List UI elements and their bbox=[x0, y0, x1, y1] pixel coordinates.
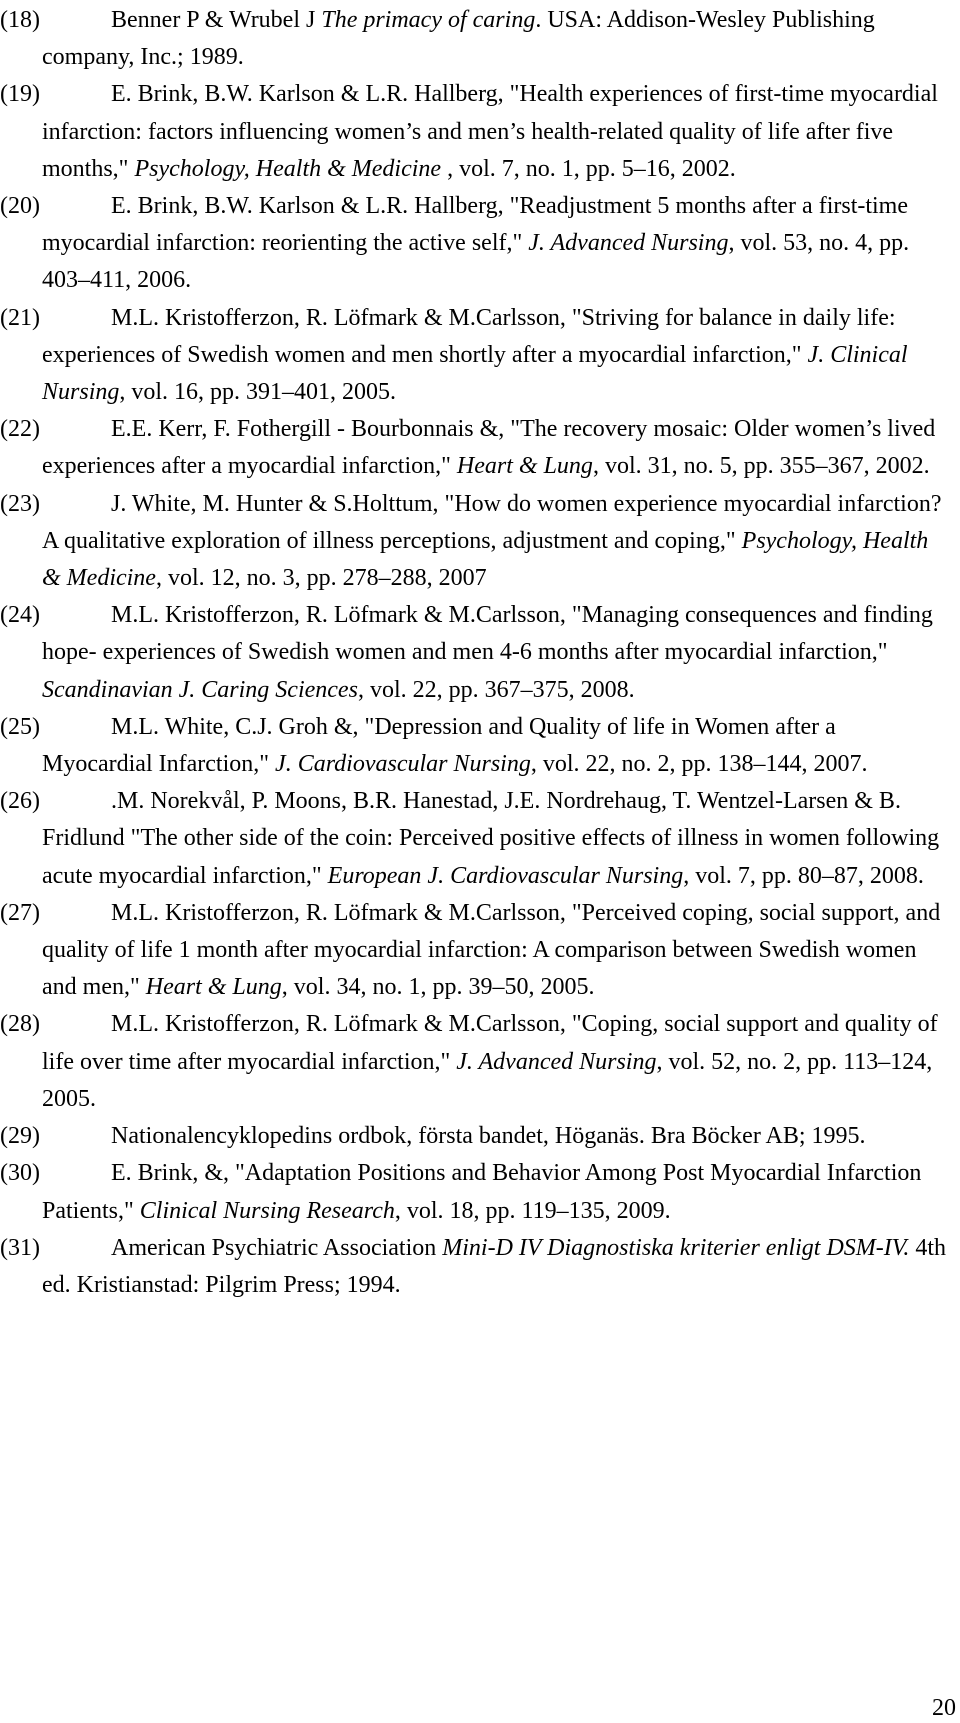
reference-source-title: Scandinavian J. Caring Sciences bbox=[42, 676, 358, 703]
reference-text: M.L. Kristofferzon, R. Löfmark & M.Carlsson, "Coping, social support and quality of life over time after myocardial infarction," bbox=[42, 1011, 938, 1075]
reference-number: (24) bbox=[0, 602, 40, 629]
reference-number: (19) bbox=[0, 81, 40, 108]
reference-text: M.L. White, C.J. Groh &, "Depression and Quality of life in Women after a Myocardial Infarction," bbox=[42, 713, 836, 778]
reference-text: , vol. 22, pp. 367–375, 2008. bbox=[357, 676, 635, 703]
reference-text: E. Brink, B.W. Karlson & L.R. Hallberg, "Health experiences of first-time myocardial infarction: factors influencing women’s and men’s health-related quality of life after five months," bbox=[42, 81, 938, 182]
reference-source-title: The primacy of caring bbox=[321, 7, 536, 33]
reference-text: . USA: Addison-Wesley Publishing company, Inc.; 1989. bbox=[42, 7, 875, 71]
reference-number: (30) bbox=[0, 1160, 40, 1187]
reference-entry bbox=[0, 1155, 948, 1229]
reference-entry bbox=[0, 709, 948, 783]
reference-number: (23) bbox=[0, 490, 40, 517]
reference-text: , vol. 34, no. 1, pp. 39–50, 2005. bbox=[281, 974, 595, 1001]
reference-text: J. White, M. Hunter & S.Holttum, "How do women experience myocardial infarction? A qualitative exploration of illness perceptions, adjustment and coping," bbox=[42, 490, 942, 554]
reference-entry bbox=[0, 2, 948, 76]
reference-entry bbox=[0, 411, 948, 485]
reference-text: , vol. 7, pp. 80–87, 2008. bbox=[683, 862, 924, 889]
reference-source-title: J. Clinical Nursing bbox=[42, 341, 908, 406]
reference-number: (25) bbox=[0, 713, 40, 740]
reference-entry bbox=[0, 1006, 948, 1118]
reference-source-title: Mini-D IV Diagnostiska kriterier enligt DSM-IV. bbox=[442, 1234, 910, 1261]
reference-number: (26) bbox=[0, 788, 40, 815]
reference-number: (22) bbox=[0, 416, 40, 443]
reference-source-title: Heart & Lung bbox=[456, 453, 593, 480]
reference-source-title: J. Advanced Nursing bbox=[456, 1048, 657, 1075]
reference-source-title: J. Advanced Nursing bbox=[528, 230, 729, 257]
reference-number: (29) bbox=[0, 1123, 40, 1150]
reference-text: American Psychiatric Association bbox=[111, 1234, 443, 1261]
reference-number: (21) bbox=[0, 304, 40, 331]
reference-text: , vol. 22, no. 2, pp. 138–144, 2007. bbox=[530, 751, 868, 778]
reference-text: .M. Norekvål, P. Moons, B.R. Hanestad, J.E. Nordrehaug, T. Wentzel-Larsen & B. Fridlund "The other side of the coin: Perceived positive effects of illness in women following acute myocardial infarction," bbox=[42, 788, 940, 889]
reference-entry bbox=[0, 300, 948, 412]
reference-entry bbox=[0, 76, 948, 188]
reference-number: (20) bbox=[0, 193, 40, 220]
reference-text: Nationalencyklopedins ordbok, första bandet, Höganäs. Bra Böcker AB; 1995. bbox=[111, 1123, 866, 1150]
reference-text: M.L. Kristofferzon, R. Löfmark & M.Carlsson, "Perceived coping, social support, and quality of life 1 month after myocardial infarction: A comparison between Swedish women and men," bbox=[42, 899, 941, 1001]
reference-source-title: Heart & Lung bbox=[145, 974, 282, 1001]
reference-text: , vol. 53, no. 4, pp. 403–411, 2006. bbox=[42, 230, 910, 294]
reference-text: Benner P & Wrubel J bbox=[111, 7, 322, 33]
reference-number: (31) bbox=[0, 1234, 40, 1261]
reference-entry bbox=[0, 895, 948, 1007]
reference-text: , vol. 31, no. 5, pp. 355–367, 2002. bbox=[592, 453, 930, 480]
reference-entry bbox=[0, 1118, 948, 1155]
reference-text: , vol. 16, pp. 391–401, 2005. bbox=[119, 379, 397, 406]
reference-entry bbox=[0, 783, 948, 895]
reference-source-title: Psychology, Health & Medicine bbox=[42, 527, 929, 592]
reference-list bbox=[0, 2, 948, 1304]
reference-entry bbox=[0, 188, 948, 300]
reference-text: M.L. Kristofferzon, R. Löfmark & M.Carlsson, "Striving for balance in daily life: experiences of Swedish women and men shortly after a myocardial infarction," bbox=[42, 304, 896, 368]
reference-entry bbox=[0, 597, 948, 709]
reference-text: , vol. 7, no. 1, pp. 5–16, 2002. bbox=[441, 155, 736, 182]
page-number: 20 bbox=[932, 1695, 956, 1721]
reference-text: , vol. 52, no. 2, pp. 113–124, 2005. bbox=[42, 1048, 933, 1112]
reference-source-title: European J. Cardiovascular Nursing bbox=[327, 862, 684, 889]
reference-entry bbox=[0, 1230, 948, 1304]
reference-text: E. Brink, B.W. Karlson & L.R. Hallberg, "Readjustment 5 months after a first-time myocardial infarction: reorienting the active self," bbox=[42, 193, 909, 257]
reference-number: (27) bbox=[0, 899, 40, 926]
reference-text: E. Brink, &, "Adaptation Positions and Behavior Among Post Myocardial Infarction Patients," bbox=[42, 1160, 922, 1224]
reference-text: E.E. Kerr, F. Fothergill - Bourbonnais &, "The recovery mosaic: Older women’s lived experiences after a myocardial infarction," bbox=[42, 416, 936, 480]
reference-number: (28) bbox=[0, 1011, 40, 1038]
reference-source-title: Psychology, Health & Medicine bbox=[134, 155, 442, 182]
reference-source-title: Clinical Nursing Research bbox=[139, 1197, 395, 1224]
reference-text: , vol. 12, no. 3, pp. 278–288, 2007 bbox=[155, 565, 487, 592]
reference-text: , vol. 18, pp. 119–135, 2009. bbox=[394, 1197, 671, 1224]
reference-text: M.L. Kristofferzon, R. Löfmark & M.Carlsson, "Managing consequences and finding hope- experiences of Swedish women and men 4-6 months after myocardial infarction," bbox=[42, 602, 933, 666]
reference-source-title: J. Cardiovascular Nursing bbox=[275, 751, 531, 778]
reference-text: 4th ed. Kristianstad: Pilgrim Press; 1994. bbox=[42, 1234, 946, 1298]
reference-number: (18) bbox=[0, 7, 40, 33]
reference-entry bbox=[0, 486, 948, 598]
